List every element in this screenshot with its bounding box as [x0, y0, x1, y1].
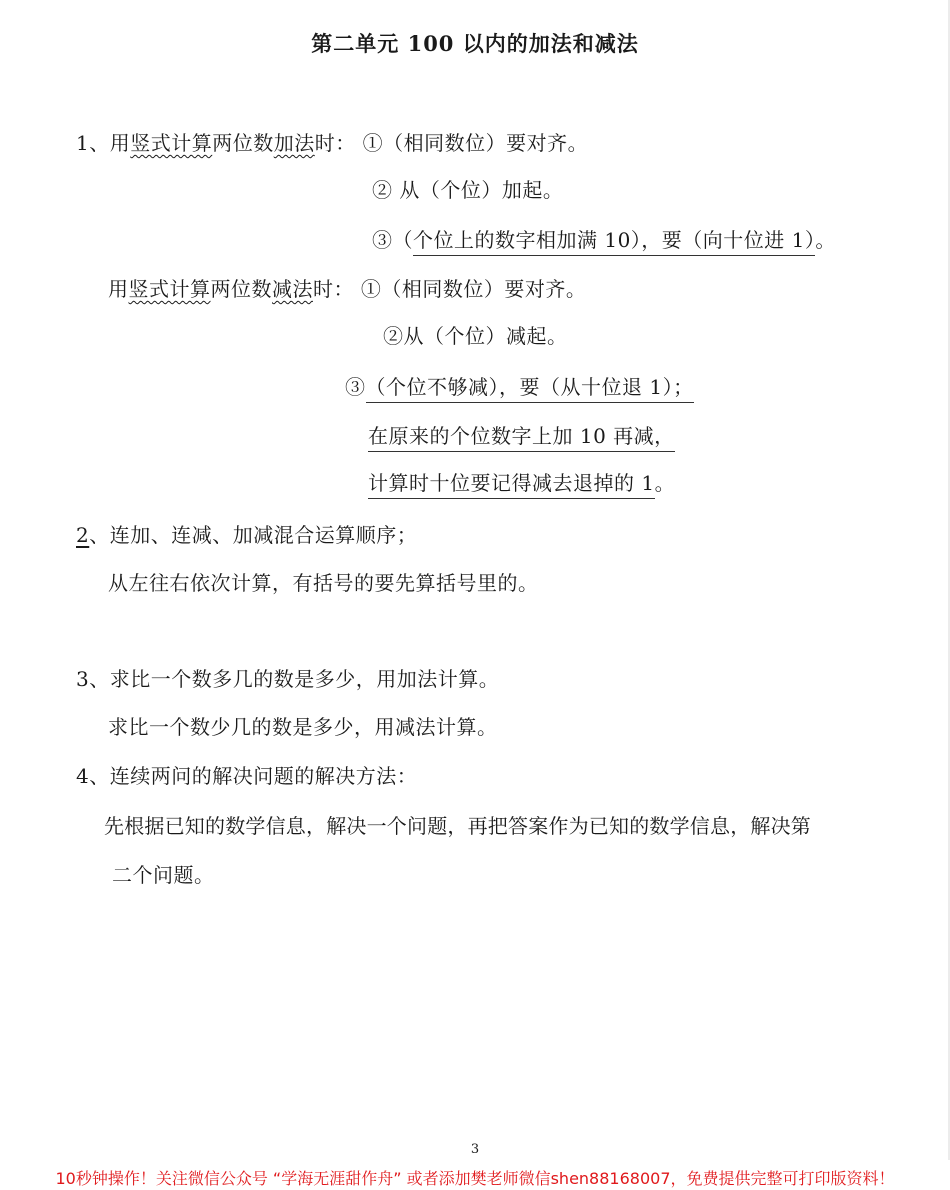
sub-3b-underlined: 在原来的个位数字上加 10 再减， [368, 424, 675, 452]
page-number: 3 [470, 1142, 480, 1157]
section2-body: 从左往右依次计算，有括号的要先算括号里的。 [108, 571, 539, 595]
sub-rule-line-4 [368, 423, 675, 449]
footer-promo-text: 10秒钟操作！关注微信公众号 “学海无涯甜作舟” 或者添加樊老师微信shen88168007，免费提供完整可打印版资料！ [55, 1169, 895, 1188]
add-prefix: 1、用 [76, 131, 131, 155]
add-rule-line-3 [372, 227, 836, 253]
section3-line-1: 3、求比一个数多几的数是多少，用加法计算。 [76, 667, 500, 691]
add-3-prefix: ③（ [372, 228, 413, 252]
sub-mid: 两位数 [210, 277, 272, 301]
add-rule-line-2: ② 从（个位）加起。 [372, 178, 564, 202]
sub-3-underlined: （个位不够减），要（从十位退 1）； [366, 375, 694, 403]
add-underlined-addition: 加法 [273, 131, 315, 155]
add-suffix: 时： ①（相同数位）要对齐。 [314, 131, 589, 155]
sub-suffix: 时： ①（相同数位）要对齐。 [313, 277, 587, 301]
section3-line-2: 求比一个数少几的数是多少，用减法计算。 [108, 715, 498, 739]
add-underlined-vertical-calc: 竖式计算 [130, 131, 213, 155]
section4-heading: 4、连续两问的解决问题的解决方法： [76, 764, 418, 788]
sub-3c-suffix: 。 [654, 471, 676, 495]
page-title: 第二单元 100 以内的加法和减法 [311, 31, 639, 56]
add-3-underlined: 个位上的数字相加满 10），要（向十位进 1） [413, 228, 815, 256]
sub-prefix: 用 [108, 277, 129, 301]
sub-3c-underlined: 计算时十位要记得减去退掉的 1 [368, 471, 655, 499]
add-rule-line-1 [76, 130, 588, 156]
sub-underlined-vertical-calc: 竖式计算 [128, 277, 211, 301]
section4-body-line-1: 先根据已知的数学信息，解决一个问题，再把答案作为已知的数学信息，解决第 [104, 814, 811, 838]
section2-heading-text: 、连加、连减、加减混合运算顺序； [89, 523, 418, 547]
sub-rule-line-5 [368, 470, 675, 496]
add-3-suffix: 。 [815, 228, 836, 252]
add-mid: 两位数 [212, 131, 274, 155]
sub-rule-line-1 [108, 276, 586, 302]
sub-rule-line-3 [345, 374, 694, 400]
sub-underlined-subtraction: 减法 [272, 277, 313, 301]
sub-3-prefix: ③ [345, 375, 366, 399]
sub-rule-line-2: ②从（个位）减起。 [383, 324, 568, 348]
section2-heading [76, 522, 417, 548]
section2-number: 2 [76, 523, 90, 547]
section4-body-line-2: 二个问题。 [112, 863, 215, 887]
